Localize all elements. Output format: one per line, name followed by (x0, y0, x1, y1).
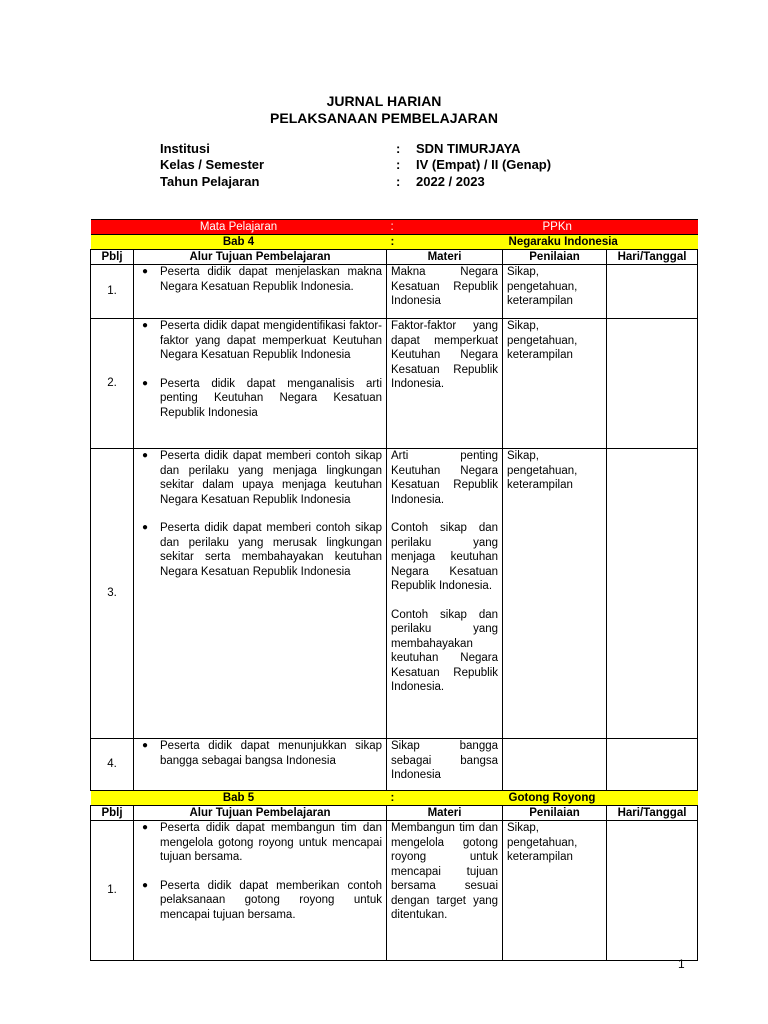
atp-text: Peserta didik dapat memberikan contoh pelaksanaan gotong royong untuk mencapai tujuan bersama. (160, 879, 383, 921)
info-value: SDN TIMURJAYA (416, 141, 521, 156)
info-label: Tahun Pelajaran (160, 174, 260, 189)
materi-text: Arti penting Keutuhan Negara Kesatuan Republik Indonesia. (391, 450, 499, 506)
row-number: 1. (107, 285, 117, 298)
info-colon: : (396, 157, 401, 172)
hari-tanggal-cell[interactable] (607, 739, 698, 791)
atp-text: Peserta didik dapat memberi contoh sikap dan perilaku yang menjaga lingkungan sekitar dalam upaya menjaga keutuhan Negara Kesatuan Republik Indonesia (160, 450, 383, 506)
chapter-row (91, 235, 698, 250)
row-number: 4. (107, 758, 117, 771)
column-header-pblj: Pblj (101, 251, 123, 263)
doc-subtitle: PELAKSANAAN PEMBELAJARAN (270, 110, 498, 126)
info-label: Institusi (160, 141, 210, 156)
atp-item (138, 521, 382, 579)
column-header-row (91, 250, 698, 265)
atp-item (138, 821, 382, 865)
atp-text: Peserta didik dapat mengidentifikasi faktor-faktor yang dapat memperkuat Keutuhan Negara Kesatuan Republik Indonesia (160, 320, 383, 361)
column-header-penilaian: Penilaian (529, 251, 580, 263)
column-header-row (91, 806, 698, 821)
chapter-row (91, 791, 698, 806)
penilaian-text: Sikap, pengetahuan, keterampilan (507, 450, 578, 491)
atp-text: Peserta didik dapat menunjukkan sikap bangga sebagai bangsa Indonesia (160, 740, 383, 767)
bullet-icon: ● (142, 320, 149, 331)
atp-text: Peserta didik dapat memberi contoh sikap dan perilaku yang merusak lingkungan sekitar serta membahayakan keutuhan Negara Kesatuan Republik Indonesia (160, 522, 383, 578)
hari-tanggal-cell[interactable] (607, 265, 698, 319)
subject-label: Mata Pelajaran (199, 221, 278, 233)
info-value: IV (Empat) / II (Genap) (416, 157, 552, 172)
page-number: 1 (678, 957, 685, 971)
bullet-icon: ● (142, 450, 149, 461)
chapter-number: Bab 4 (222, 236, 255, 248)
hari-tanggal-cell[interactable] (607, 319, 698, 449)
column-header-materi: Materi (427, 807, 462, 819)
penilaian-text: Sikap, pengetahuan, keterampilan (507, 320, 578, 361)
table-row (91, 265, 698, 319)
materi-text: Makna Negara Kesatuan Republik Indonesia (391, 266, 499, 307)
materi-text: Sikap bangga sebagai bangsa Indonesia (391, 740, 499, 781)
materi-text: Contoh sikap dan perilaku yang menjaga keutuhan Negara Kesatuan Republik Indonesia. (391, 522, 499, 592)
chapter-name: Gotong Royong (508, 792, 596, 804)
column-header-penilaian: Penilaian (529, 807, 580, 819)
chapter-number: Bab 5 (222, 792, 255, 804)
materi-text: Contoh sikap dan perilaku yang membahayakan keutuhan Negara Kesatuan Republik Indonesia. (391, 608, 499, 693)
bullet-icon: ● (142, 377, 149, 389)
chapter-colon: : (390, 792, 395, 804)
bullet-icon: ● (142, 266, 149, 277)
column-header-atp: Alur Tujuan Pembelajaran (189, 251, 331, 263)
bullet-icon: ● (142, 740, 149, 751)
materi-text: Faktor-faktor yang dapat memperkuat Keutuhan Negara Kesatuan Republik Indonesia. (391, 320, 499, 390)
info-label: Kelas / Semester (160, 157, 265, 172)
column-header-atp: Alur Tujuan Pembelajaran (189, 807, 331, 819)
atp-item (138, 377, 382, 421)
atp-item (138, 319, 382, 363)
atp-item (138, 879, 382, 923)
column-header-materi: Materi (427, 251, 462, 263)
info-value: 2022 / 2023 (416, 174, 485, 189)
journal-table (90, 219, 698, 961)
table-row (91, 739, 698, 791)
atp-item (138, 739, 382, 768)
row-number: 1. (107, 884, 117, 897)
table-row (91, 449, 698, 739)
chapter-name: Negaraku Indonesia (508, 236, 618, 248)
subject-colon: : (390, 221, 394, 233)
materi-text: Membangun tim dan mengelola gotong royong untuk mencapai tujuan bersama sesuai dengan target yang ditentukan. (391, 822, 499, 921)
table-row (91, 319, 698, 449)
bullet-icon: ● (142, 522, 149, 533)
row-number: 3. (107, 587, 117, 600)
row-number: 2. (107, 377, 117, 390)
atp-text: Peserta didik dapat membangun tim dan mengelola gotong royong untuk mencapai tujuan bersama. (160, 822, 383, 863)
subject-row (91, 220, 698, 235)
column-header-tanggal: Hari/Tanggal (617, 251, 687, 263)
info-colon: : (396, 141, 401, 156)
bullet-icon: ● (142, 822, 149, 833)
info-colon: : (396, 174, 401, 189)
atp-item (138, 449, 382, 507)
penilaian-text: Sikap, pengetahuan, keterampilan (507, 266, 578, 307)
subject-value: PPKn (542, 221, 572, 233)
atp-text: Peserta didik dapat menjelaskan makna Negara Kesatuan Republik Indonesia. (160, 266, 383, 293)
atp-item (138, 265, 382, 294)
doc-title: JURNAL HARIAN (326, 93, 442, 109)
chapter-colon: : (390, 236, 395, 248)
table-row (91, 821, 698, 961)
column-header-pblj: Pblj (101, 807, 123, 819)
penilaian-text: Sikap, pengetahuan, keterampilan (507, 822, 578, 863)
hari-tanggal-cell[interactable] (607, 449, 698, 739)
column-header-tanggal: Hari/Tanggal (617, 807, 687, 819)
bullet-icon: ● (142, 879, 149, 891)
atp-text: Peserta didik dapat menganalisis arti penting Keutuhan Negara Kesatuan Republik Indonesia (160, 377, 383, 419)
hari-tanggal-cell[interactable] (607, 821, 698, 961)
